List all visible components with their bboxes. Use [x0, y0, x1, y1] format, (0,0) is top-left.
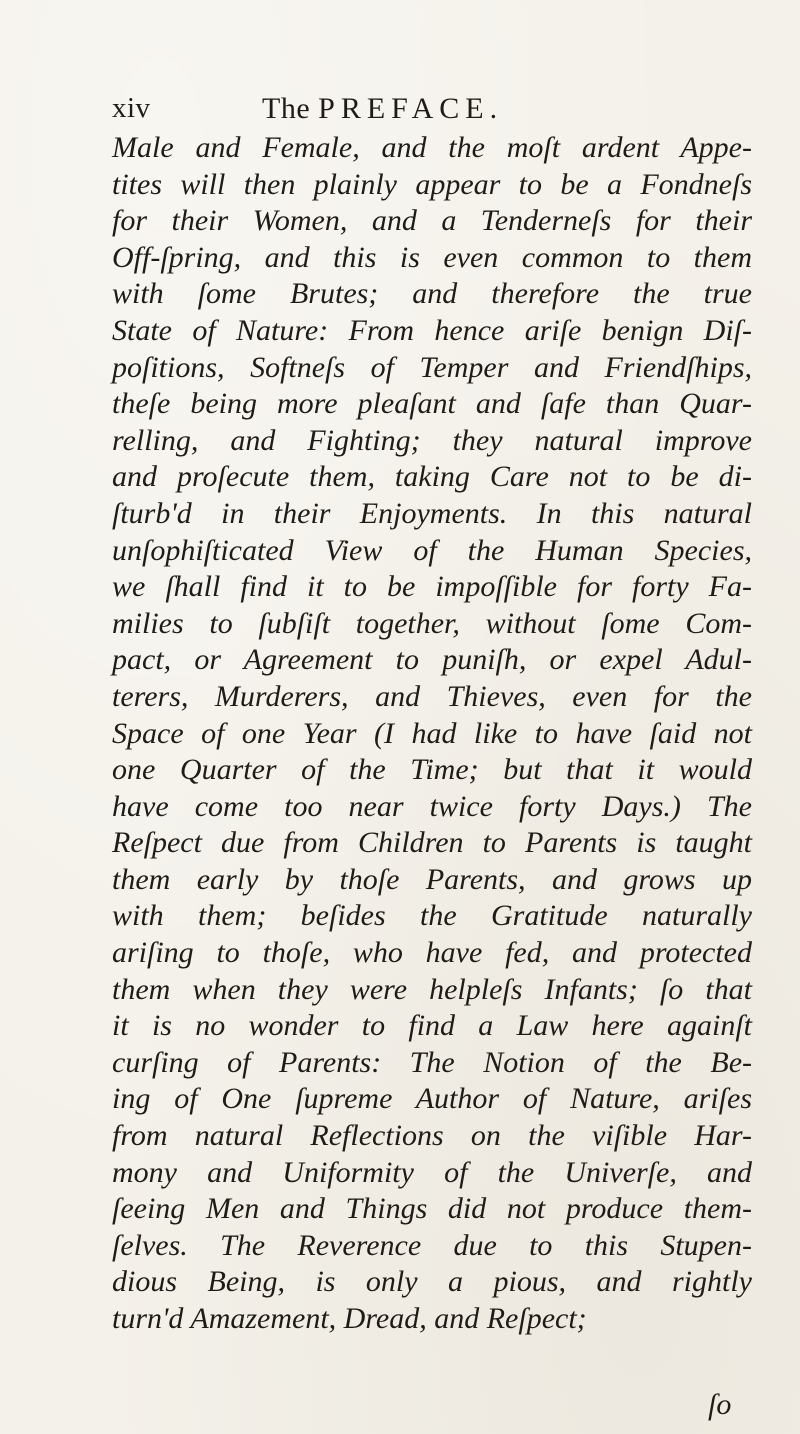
- text-line: have come too near twice forty Days.) The: [112, 789, 752, 823]
- body-text: [112, 130, 752, 1338]
- text-line: terers, Murderers, and Thieves, even for the: [112, 679, 752, 713]
- text-line: mony and Uniformity of the Univerſe, and: [112, 1155, 752, 1189]
- text-line: we ſhall find it to be impoſſible for forty Fa-: [112, 570, 752, 604]
- catchword: ſo: [708, 1388, 732, 1421]
- text-line: from natural Reflections on the viſible Har-: [112, 1119, 752, 1153]
- text-line: theſe being more pleaſant and ſafe than Quar-: [112, 387, 752, 421]
- text-line: tites will then plainly appear to be a Fondneſs: [112, 167, 752, 201]
- text-line: milies to ſubſiſt together, without ſome Com-: [112, 606, 752, 640]
- running-head-title: PREFACE.: [318, 92, 504, 125]
- text-line: relling, and Fighting; they natural improve: [112, 423, 752, 457]
- text-line: Off-ſpring, and this is even common to them: [112, 240, 752, 274]
- text-line: ſeeing Men and Things did not produce them-: [112, 1192, 752, 1226]
- text-line: pact, or Agreement to puniſh, or expel Adul-: [112, 643, 752, 677]
- text-line: State of Nature: From hence ariſe benign Diſ-: [112, 313, 752, 347]
- text-line: them early by thoſe Parents, and grows up: [112, 862, 752, 896]
- text-line: ing of One ſupreme Author of Nature, ariſes: [112, 1082, 752, 1116]
- text-line: with ſome Brutes; and therefore the true: [112, 277, 752, 311]
- text-line: and proſecute them, taking Care not to be di-: [112, 460, 752, 494]
- running-head: [262, 92, 503, 126]
- text-line: for their Women, and a Tenderneſs for their: [112, 204, 752, 238]
- text-line: turn'd Amazement, Dread, and Reſpect;: [112, 1302, 587, 1335]
- text-line: ſturb'd in their Enjoyments. In this natural: [112, 496, 752, 530]
- text-line: them when they were helpleſs Infants; ſo that: [112, 972, 752, 1006]
- page-header: [112, 88, 752, 132]
- page-number: xiv: [112, 92, 151, 124]
- text-line: unſophiſticated View of the Human Species,: [112, 533, 752, 567]
- text-line: it is no wonder to find a Law here againſt: [112, 1009, 752, 1043]
- text-line: one Quarter of the Time; but that it would: [112, 753, 752, 787]
- text-line: dious Being, is only a pious, and rightly: [112, 1265, 752, 1299]
- text-line: curſing of Parents: The Notion of the Be-: [112, 1045, 752, 1079]
- running-head-the: The: [262, 92, 311, 125]
- text-line: Space of one Year (I had like to have ſaid not: [112, 716, 752, 750]
- text-line: ariſing to thoſe, who have fed, and protected: [112, 936, 752, 970]
- text-line: with them; beſides the Gratitude naturally: [112, 899, 752, 933]
- text-line: Reſpect due from Children to Parents is taught: [112, 826, 752, 860]
- text-line: Male and Female, and the moſt ardent Appe-: [112, 131, 752, 164]
- text-line: poſitions, Softneſs of Temper and Friendſhips,: [112, 350, 752, 384]
- text-line: ſelves. The Reverence due to this Stupen-: [112, 1228, 752, 1262]
